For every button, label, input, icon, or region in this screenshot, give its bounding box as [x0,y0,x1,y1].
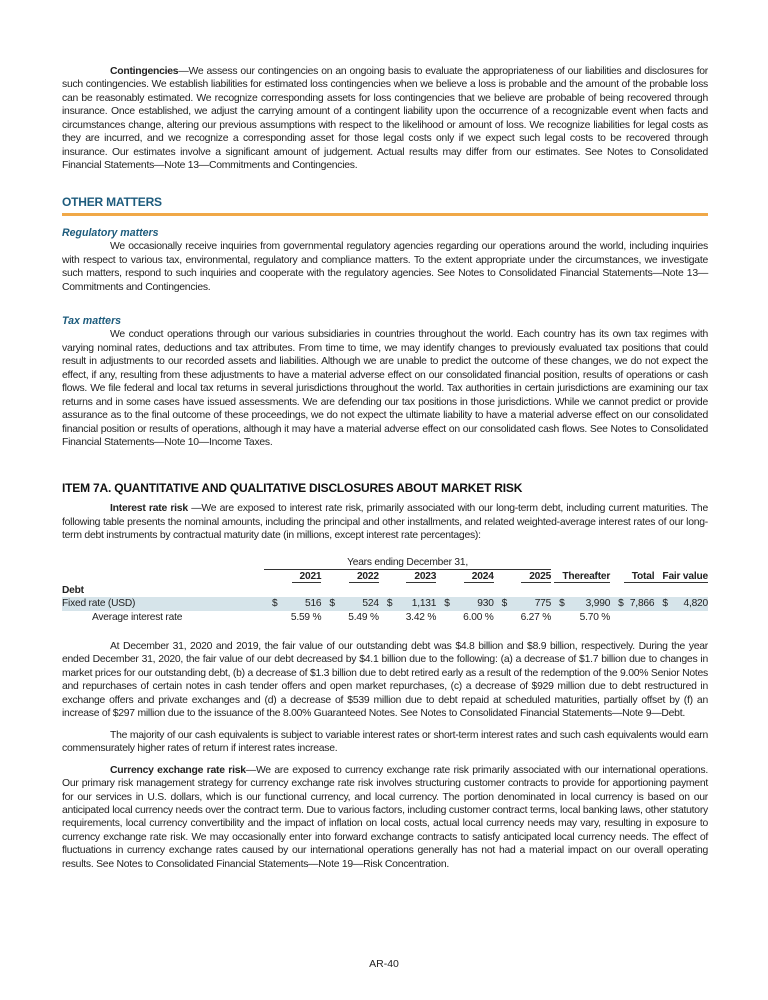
item7a-section [62,482,708,543]
column-header [551,570,610,584]
row-label: Fixed rate (USD) [62,597,264,610]
cell-value: 930 [477,598,494,610]
contingencies-section [62,65,708,173]
subheading: Regulatory matters [62,227,159,239]
debt-table [62,556,708,624]
cell-value: 7,866 [629,598,655,610]
table-cell [379,611,436,624]
column-header-text: 2024 [464,571,494,583]
column-header [264,570,321,584]
interest-paragraph [62,502,708,542]
column-header [436,570,493,584]
currency-symbol: $ [271,598,278,610]
interest-title: Interest rate risk [110,503,188,515]
debt-table-wrap [62,556,708,624]
currency-text: —We are exposed to currency exchange rate risk primarily associated with our international operations. Our primary risk management strategy for currency exchange rate risk involves structuring customer contracts to provide for apportioning payment for our services in U.S. dollars, which is our functional currency, and local currency. The portion denominated in local currency is based on our anticipated local currency needs over the contract term. Due to various factors, including customer contract terms, local banking laws, other statutory requirements, local currency convertibility and the impact of inflation on local costs, actual local currency needs may vary, resulting in exposure to currency exchange rate risk. We may occasionally enter into forward exchange contracts to satisfy anticipated local currency needs. The effect of fluctuations in currency exchange rates caused by our international operations generally has not had a material impact on our overall operating results. See Notes to Consolidated Financial Statements—Note 19—Risk Concentration. [62,764,708,870]
column-header-text: 2022 [349,571,379,583]
regulatory-section [62,227,708,294]
cell-value: 3.42 % [405,611,437,623]
column-header-text: 2023 [406,571,436,583]
table-cell [436,611,493,624]
column-header-text: 2021 [292,571,322,583]
cell-value: 524 [362,598,379,610]
table-cell [379,597,436,610]
regulatory-paragraph: We occasionally receive inquiries from governmental regulatory agencies regarding our operations around the world, including inquiries with respect to various tax, environmental, regulatory and compliance matters. To the extent appropriate under the circumstances, we investigate such matters, respond to such inquiries and cooperate with the regulatory agencies. See Notes to Consolidated Financial Statements—Note 13—Commitments and Contingencies. [62,241,708,293]
cell-value: 1,131 [411,598,437,610]
interest-text: —We are exposed to interest rate risk, primarily associated with our long-term debt, including current maturities. The following table presents the nominal amounts, including the principal and other installments, and related weighted-average interest rates of our long-term debt instruments by contractual maturity date (in millions, except interest rate percentages): [62,503,708,542]
cash-paragraph: The majority of our cash equivalents is subject to variable interest rates or short-term interest rates and such cash equivalents would earn commensurately higher rates of return if interest rates increase. [62,729,708,755]
currency-symbol: $ [329,598,335,610]
subheading: Tax matters [62,315,122,327]
table-cell [264,611,321,624]
cell-value: 516 [305,598,322,610]
table-cell [321,611,378,624]
tax-section [62,315,708,450]
column-header [610,570,654,584]
column-header [494,570,551,584]
fair-value-section [62,640,708,871]
cell-value: 6.00 % [463,611,494,623]
currency-symbol: $ [618,598,624,610]
currency-symbol: $ [501,598,508,610]
row-label: Average interest rate [92,611,183,623]
currency-symbol: $ [559,598,565,610]
item-heading: ITEM 7A. QUANTITATIVE AND QUALITATIVE DISCLOSURES ABOUT MARKET RISK [62,481,523,495]
fair-value-paragraph: At December 31, 2020 and 2019, the fair value of our outstanding debt was $4.8 billion and $8.9 billion, respectively. During the year ended December 31, 2020, the fair value of our debt decreased by $4.1 billion due to the following: (a) a decrease of $1.7 billion due to changes in market prices for our outstanding debt, (b) a decrease of $1.3 billion due to debt retired early as a result of the redemption of the 9.00% Senior Notes and repurchases of certain notes in cash tender offers and open market repurchases, (c) a decrease of $929 million due to debt restructured in exchange offers and private exchanges and (d) a decrease of $539 million due to debt repaid at scheduled maturities, partially offset by (f) an increase of $297 million due to the issuance of the 8.00% Guaranteed Notes. See Notes to Consolidated Financial Statements—Note 9—Debt. [62,641,708,720]
column-header-text: Fair value [654,571,708,583]
cell-value: 3,990 [585,598,611,610]
group-header: Years ending December 31, [264,556,551,570]
cell-value: 6.27 % [520,611,552,623]
table-cell [494,597,551,610]
column-header-text: Thereafter [554,571,610,583]
cell-value: 5.70 % [579,611,611,623]
currency-symbol: $ [386,598,393,610]
contingencies-paragraph [62,65,708,173]
cell-value: 5.59 % [290,611,322,623]
table-cell [436,597,493,610]
other-matters-header [62,196,708,216]
table-cell [551,611,610,624]
column-header [321,570,378,584]
tax-paragraph: We conduct operations through our various subsidiaries in countries throughout the world. Each country has its own tax regimes with varying nominal rates, deductions and tax attributes. From time to time, we may identify changes to previously evaluated tax positions that could result in adjustments to our recorded assets and liabilities. Although we are unable to predict the outcome of these changes, we do not expect the effect, if any, resulting from these adjustments to have a material adverse effect on our consolidated financial position, results of operations or cash flows. We file federal and local tax returns in several jurisdictions throughout the world. Tax authorities in certain jurisdictions are examining our tax returns and in some cases have issued assessments. We are defending our tax positions in those jurisdictions. While we cannot predict or provide assurance as to the final outcome of these proceedings, we do not expect the ultimate liability to have a material adverse effect on our consolidated financial position or results of operations, although it may have a material adverse effect on our consolidated cash flows. See Notes to Consolidated Financial Statements—Note 10—Income Taxes. [62,329,708,449]
table-cell [494,611,551,624]
section-heading: OTHER MATTERS [62,195,162,209]
heading-divider [62,213,708,216]
table-cell [264,597,321,610]
table-cell [654,597,708,610]
currency-symbol: $ [662,598,668,610]
cell-value: 775 [534,598,552,610]
table-cell [610,597,654,610]
cell-value: 4,820 [683,598,708,610]
table-cell [654,611,708,624]
table-cell [610,611,654,624]
currency-paragraph [62,764,708,872]
cell-value: 5.49 % [348,611,379,623]
column-header-text: 2025 [521,571,551,583]
table-cell [321,597,378,610]
table-cell [551,597,610,610]
contingencies-title: Contingencies [110,66,179,77]
column-header [654,570,708,584]
currency-title: Currency exchange rate risk [110,764,246,776]
column-header [379,570,436,584]
section-label: Debt [62,584,84,596]
currency-symbol: $ [444,598,450,610]
page-number: AR-40 [369,958,399,970]
contingencies-text: —We assess our contingencies on an ongoing basis to evaluate the appropriateness of our liabilities and disclosures for such contingencies. We establish liabilities for estimated loss contingencies when we believe a loss is probable and the amount of the probable loss can be reasonably estimated. We recognize corresponding assets for loss contingencies that we believe are probable of being recovered through insurance. Once established, we adjust the carrying amount of a contingent liability upon the occurrence of a recognizable event when facts and circumstances change, altering our previous assumptions with respect to the likelihood or amount of loss. We recognize liabilities for legal costs as they are incurred, and we recognize a corresponding asset for those legal costs only if we expect such legal costs to be recovered through insurance. Our estimates involve a significant amount of judgement. Actual results may differ from our estimates. See Notes to Consolidated Financial Statements—Note 13—Commitments and Contingencies. [62,66,708,172]
column-header-text: Total [624,571,655,583]
